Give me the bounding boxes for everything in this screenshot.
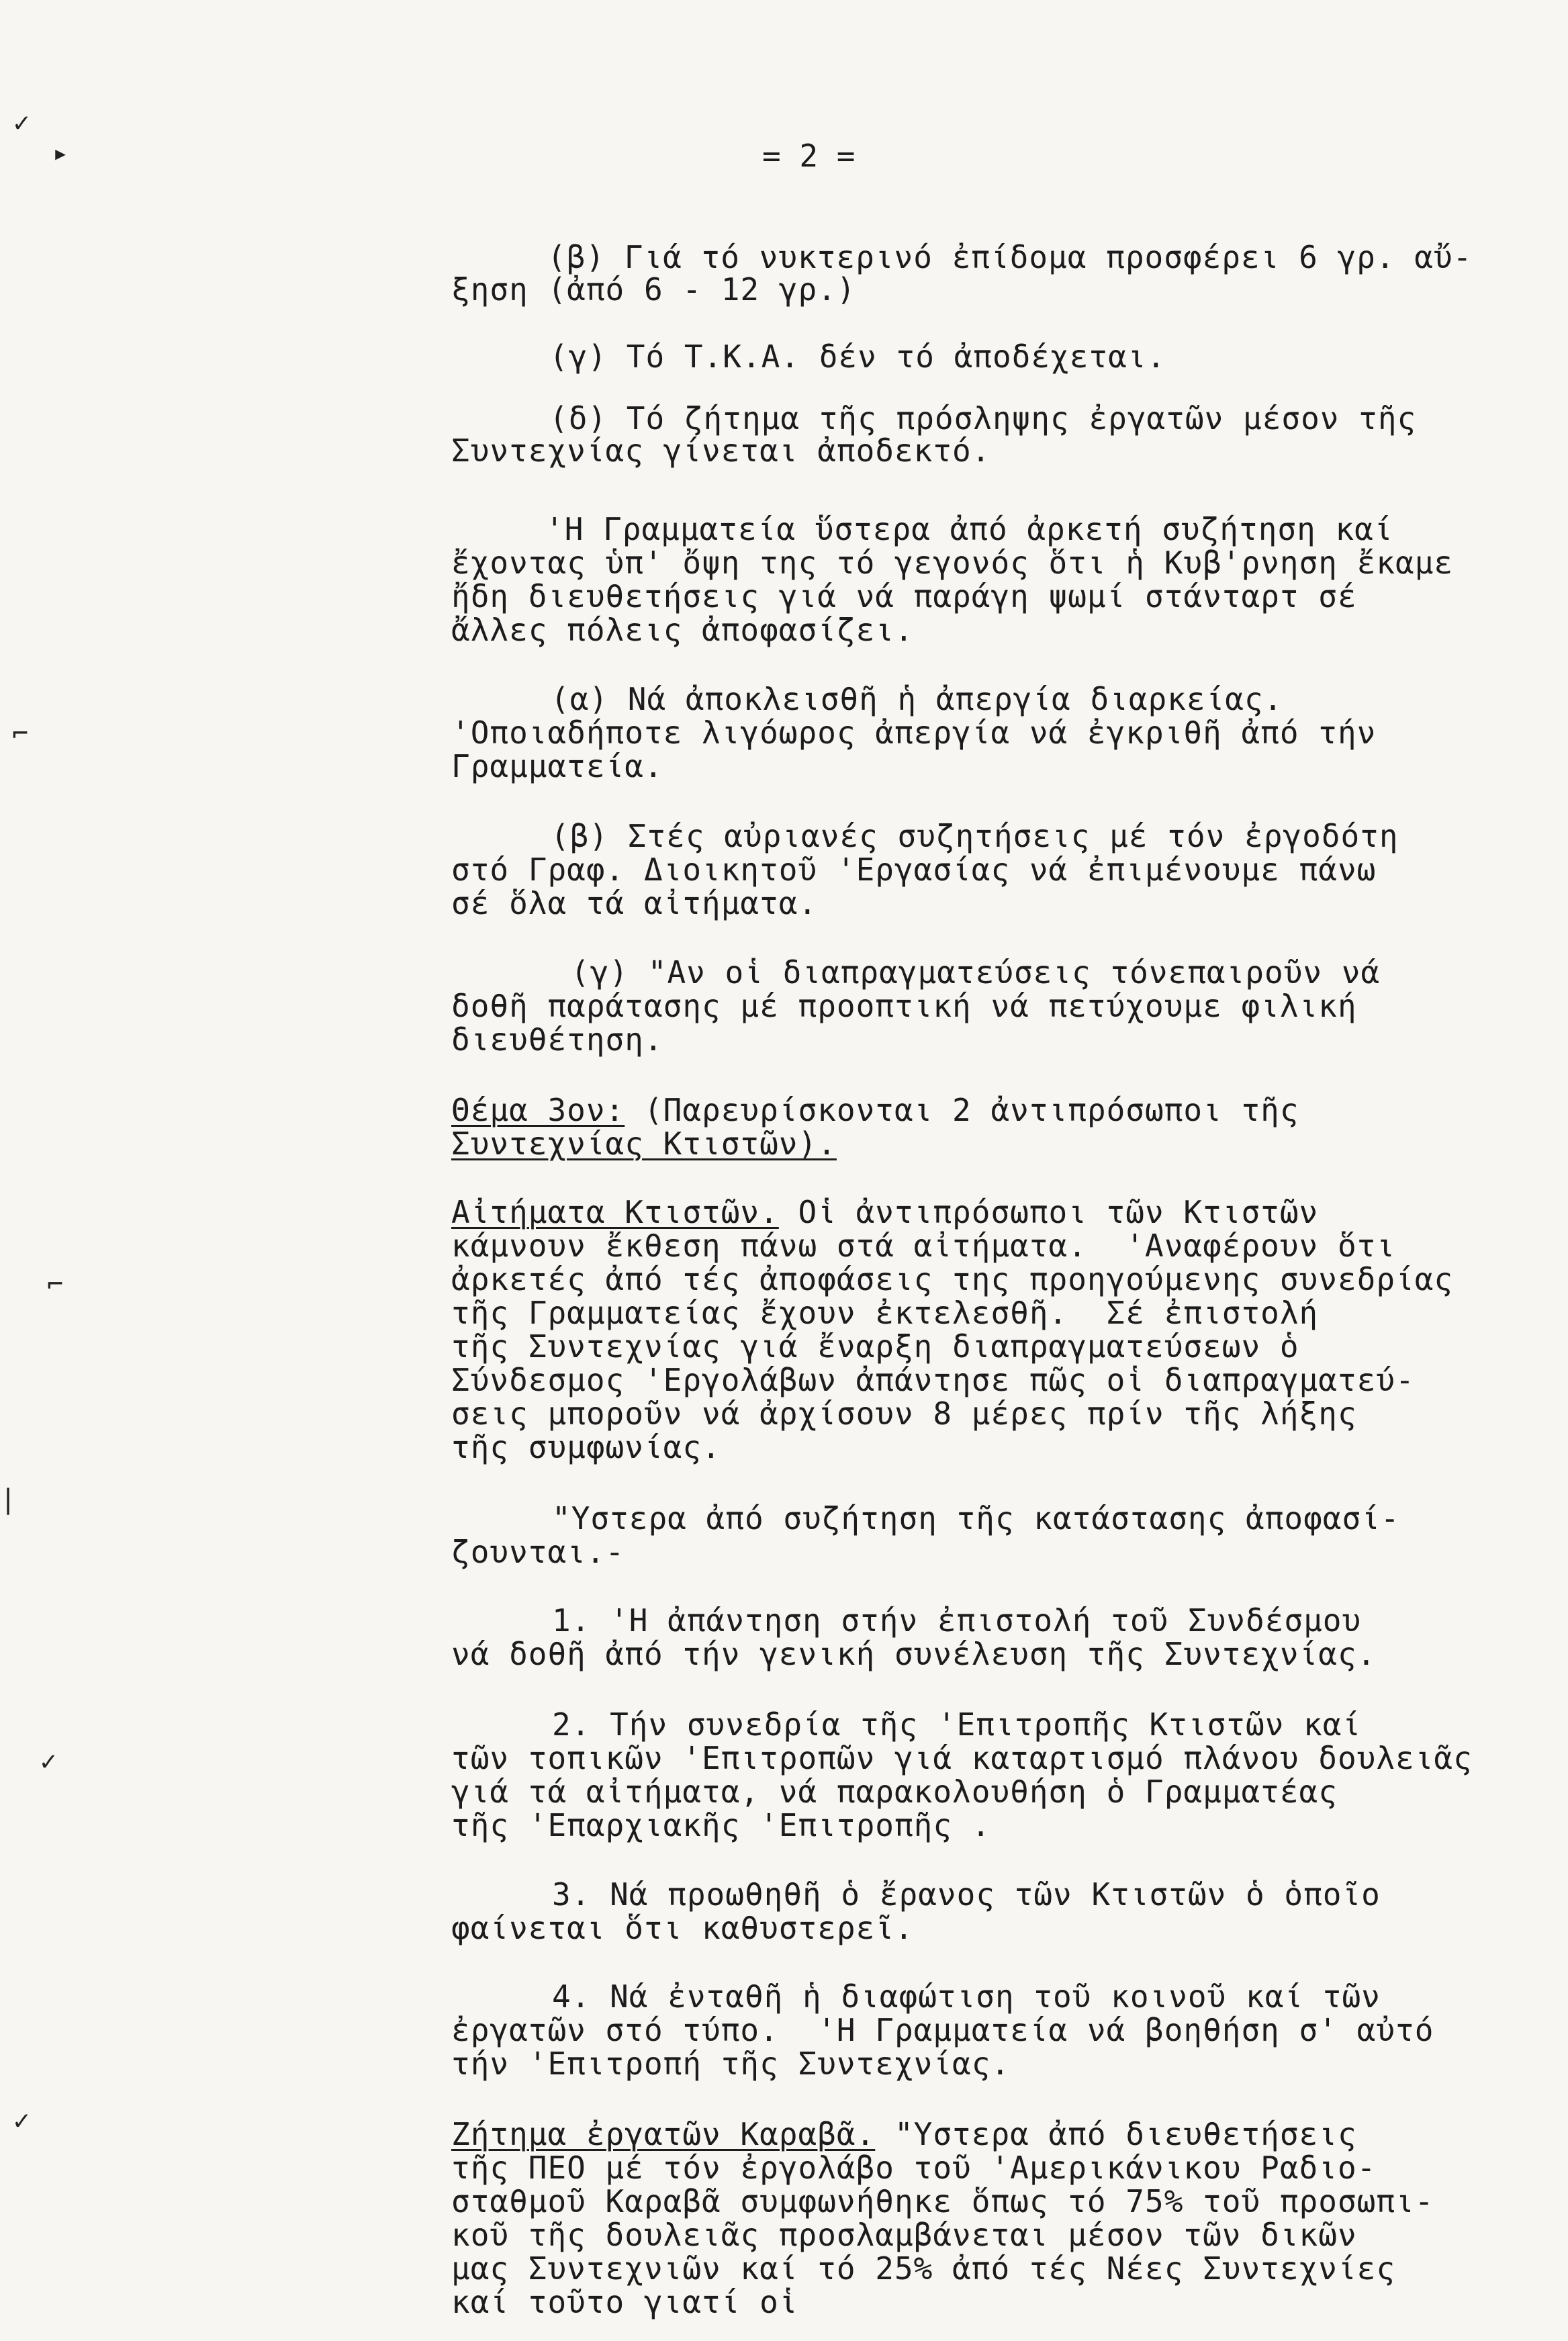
text-line: νά δοθῆ ἀπό τήν γενική συνέλευση τῆς Συντεχνίας. [451,1636,1377,1672]
text-line: στό Γραφ. Διοικητοῦ 'Εργασίας νά ἐπιμένουμε πάνω [451,852,1377,888]
text-line: ἀρκετές ἀπό τές ἀποφάσεις της προηγούμενης συνεδρίας [451,1261,1454,1297]
section-heading: Ζήτημα ἐργατῶν Καραβᾶ. [451,2116,876,2152]
scan-mark: ✓ [40,1746,57,1777]
text-line: τῆς ΠΕΟ μέ τόν ἐργολάβο τοῦ 'Αμερικάνικου Ραδιο- [451,2150,1377,2186]
text-line: (α) Νά ἀποκλεισθῆ ἡ ἀπεργία διαρκείας. [551,681,1283,717]
text-line: ἄλλες πόλεις ἀποφασίζει. [451,612,914,648]
text-line: ζουνται.- [451,1534,625,1570]
text-line: "Υστερα ἀπό συζήτηση τῆς κατάστασης ἀποφασί- [552,1500,1400,1536]
text-line: κάμνουν ἔκθεση πάνω στά αἰτήματα. 'Αναφέρουν ὅτι [451,1228,1396,1264]
scan-mark: ✓ [13,2105,30,2136]
text-line: καί τοῦτο γιατί οἱ [451,2284,798,2320]
section-demands [451,1194,1319,1230]
text-line: σέ ὅλα τά αἰτήματα. [451,885,818,921]
text-line: τῆς Γραμματείας ἔχουν ἐκτελεσθῆ. Σέ ἐπιστολή [451,1295,1319,1331]
scan-mark: ✓ [13,107,30,138]
text-line: φαίνεται ὅτι καθυστερεῖ. [451,1910,914,1946]
text-line: τῆς 'Επαρχιακῆς 'Επιτροπῆς . [451,1807,991,1843]
scan-mark: ▸ [52,138,69,169]
text-line: κοῦ τῆς δουλειᾶς προσλαμβάνεται μέσον τῶν δικῶν [451,2217,1357,2253]
text-line: ἔχοντας ὑπ' ὄψη της τό γεγονός ὅτι ἡ Κυβ'ρνηση ἔκαμε [451,545,1454,581]
text-line: ἐργατῶν στό τύπο. 'Η Γραμματεία νά βοηθήση σ' αὐτό [451,2012,1434,2048]
text-line: ξηση (ἀπό 6 - 12 γρ.) [451,271,856,308]
text-line: τῶν τοπικῶν 'Επιτροπῶν γιά καταρτισμό πλάνου δουλειᾶς [451,1740,1473,1776]
text-line: (δ) Τό ζήτημα τῆς πρόσληψης ἐργατῶν μέσον τῆς [549,400,1417,437]
text-line: 4. Νά ἐνταθῆ ἡ διαφώτιση τοῦ κοινοῦ καί τῶν [552,1978,1381,2015]
section-heading: Αἰτήματα Κτιστῶν. [451,1194,779,1230]
text-line: γιά τά αἰτήματα, νά παρακολουθήση ὁ Γραμματέας [451,1774,1338,1810]
text-fragment: (Παρευρίσκονται 2 ἀντιπρόσωποι τῆς [625,1092,1299,1128]
text-line: τήν 'Επιτροπή τῆς Συντεχνίας. [451,2046,1011,2082]
text-line: 1. 'Η ἀπάντηση στήν ἐπιστολή τοῦ Συνδέσμου [552,1602,1362,1639]
text-line: 2. Τήν συνεδρία τῆς 'Επιτροπῆς Κτιστῶν καί [552,1706,1362,1743]
section-theme3 [451,1092,1299,1128]
scan-mark: ⌐ [12,719,29,749]
text-line: Συντεχνίας γίνεται ἀποδεκτό. [451,432,991,469]
text-line: (γ) Τό Τ.Κ.Α. δέν τό ἀποδέχεται. [549,338,1166,375]
text-line: 'Οποιαδήποτε λιγόωρος ἀπεργία νά ἐγκριθῆ ἀπό τήν [451,715,1377,751]
text-fragment: "Υστερα ἀπό διευθετήσεις [875,2116,1357,2152]
text-line: 3. Νά προωθηθῆ ὁ ἔρανος τῶν Κτιστῶν ὁ ὁποῖο [552,1876,1381,1913]
page-number: = 2 = [762,138,856,174]
text-line: μας Συντεχνιῶν καί τό 25% ἀπό τές Νέες Συντεχνίες [451,2250,1396,2287]
text-line: σταθμοῦ Καραβᾶ συμφωνήθηκε ὅπως τό 75% τοῦ προσωπι- [451,2183,1434,2219]
text-line: δοθῆ παράτασης μέ προοπτική νά πετύχουμε φιλική [451,988,1357,1024]
text-line: (γ) "Αν οἱ διαπραγματεύσεις τόνεπαιροῦν νά [571,954,1381,991]
scan-mark: | [0,1484,17,1515]
section-karava [451,2116,1357,2152]
text-line: διευθέτηση. [451,1021,663,1058]
text-fragment: Οἱ ἀντιπρόσωποι τῶν Κτιστῶν [778,1194,1319,1230]
text-line: (β) Στές αὐριανές συζητήσεις μέ τόν ἐργοδότη [551,818,1399,854]
text-line: (β) Γιά τό νυκτερινό ἐπίδομα προσφέρει 6 γρ. αὔ- [547,239,1473,275]
section-heading: Θέμα 3ον: [451,1092,625,1128]
text-line: τῆς Συντεχνίας γιά ἔναρξη διαπραγματεύσεων ὁ [451,1328,1299,1365]
text-line: τῆς συμφωνίας. [451,1429,721,1465]
text-line: 'Η Γραμματεία ὕστερα ἀπό ἀρκετή συζήτηση καί [545,511,1393,547]
text-line: Γραμματεία. [451,748,663,784]
scan-mark: ⌐ [47,1269,64,1300]
text-line: Σύνδεσμος 'Εργολάβων ἀπάντησε πῶς οἱ διαπραγματεύ- [451,1362,1415,1398]
text-line: Συντεχνίας Κτιστῶν). [451,1126,837,1162]
text-line: σεις μποροῦν νά ἀρχίσουν 8 μέρες πρίν τῆς λήξης [451,1395,1357,1432]
text-line: ἤδη διευθετήσεις γιά νά παράγη ψωμί στάνταρτ σέ [451,578,1357,614]
